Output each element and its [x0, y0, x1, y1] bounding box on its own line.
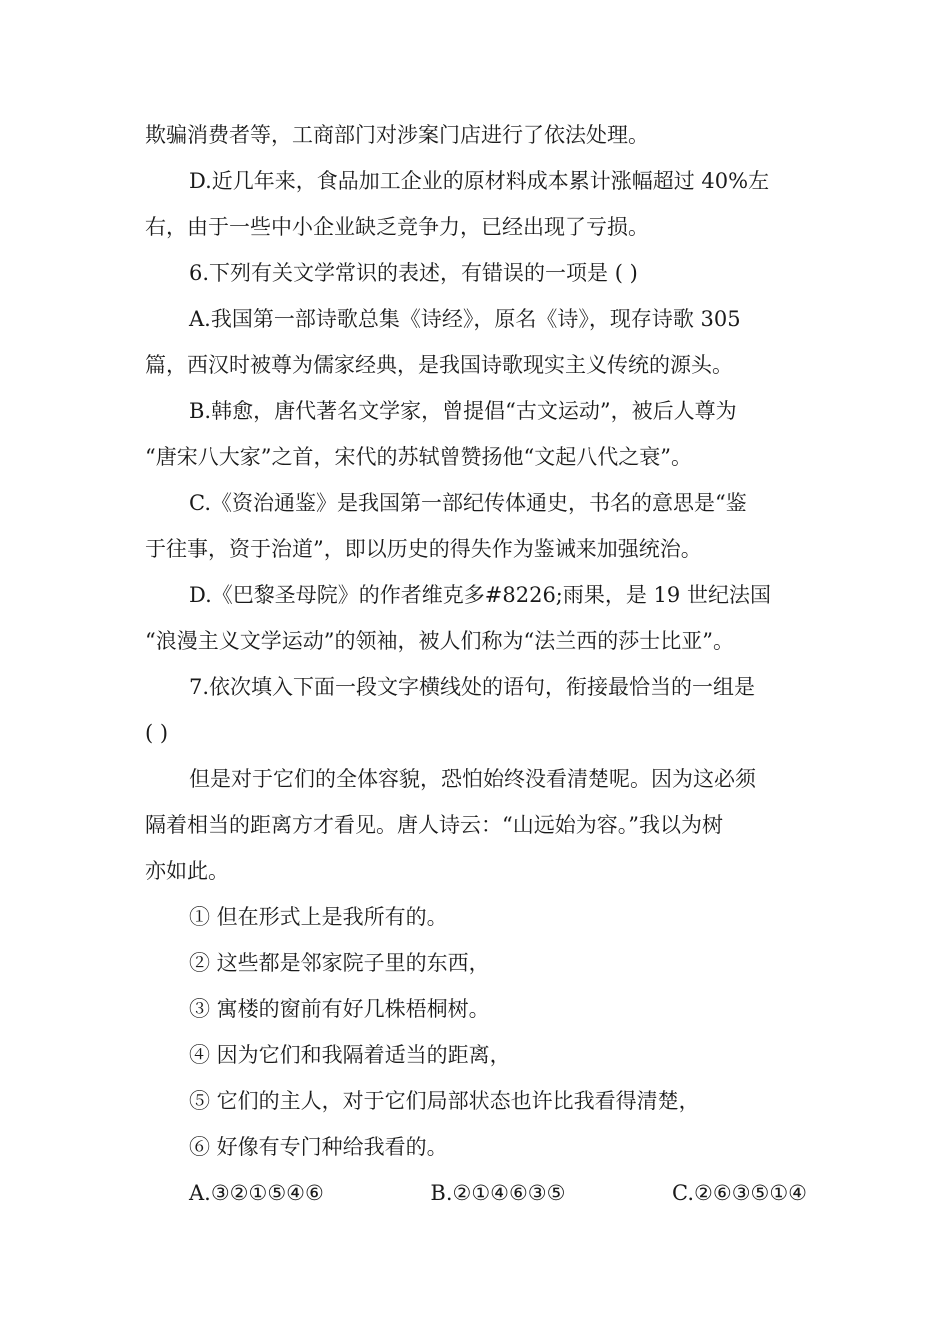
question-6-stem: 6.下列有关文学常识的表述，有错误的一项是 ( ) [189, 261, 638, 285]
text-line: D.近几年来，食品加工企业的原材料成本累计涨幅超过 40%左 [189, 169, 770, 193]
text-line: C.《资治通鉴》是我国第一部纪传体通史，书名的意思是“鉴 [189, 491, 747, 515]
passage-line: 亦如此。 [145, 859, 229, 883]
text-line: “唐宋八大家”之首，宋代的苏轼曾赞扬他“文起八代之衰”。 [145, 445, 692, 469]
option-a: A.③②①⑤④⑥ [189, 1181, 324, 1205]
sentence-item: ④ 因为它们和我隔着适当的距离， [189, 1043, 511, 1067]
text-line: 于往事，资于治道”，即以历史的得失作为鉴诫来加强统治。 [145, 537, 702, 561]
option-b: B.②①④⑥③⑤ [430, 1181, 566, 1205]
text-line: 篇，西汉时被尊为儒家经典，是我国诗歌现实主义传统的源头。 [145, 353, 733, 377]
text-line: D.《巴黎圣母院》的作者维克多#8226;雨果，是 19 世纪法国 [189, 583, 771, 607]
sentence-item: ⑤ 它们的主人，对于它们局部状态也许比我看得清楚， [189, 1089, 700, 1113]
passage-line: 但是对于它们的全体容貌，恐怕始终没看清楚呢。因为这必须 [189, 767, 756, 791]
text-line: 欺骗消费者等，工商部门对涉案门店进行了依法处理。 [145, 123, 649, 147]
option-c: C.②⑥③⑤①④ [672, 1181, 807, 1205]
answer-options [145, 1170, 807, 1216]
text-line: A.我国第一部诗歌总集《诗经》，原名《诗》，现存诗歌 305 [189, 307, 741, 331]
question-7-stem: 7.依次填入下面一段文字横线处的语句，衔接最恰当的一组是 [189, 675, 756, 699]
sentence-item: ⑥ 好像有专门种给我看的。 [189, 1135, 448, 1159]
text-line: B.韩愈，唐代著名文学家，曾提倡“古文运动”，被后人尊为 [189, 399, 737, 423]
text-line: ( ) [145, 721, 169, 745]
document-text [145, 112, 807, 1216]
sentence-item: ② 这些都是邻家院子里的东西， [189, 951, 490, 975]
text-line: “浪漫主义文学运动”的领袖，被人们称为“法兰西的莎士比亚”。 [145, 629, 734, 653]
sentence-item: ① 但在形式上是我所有的。 [189, 905, 448, 929]
text-line: 右，由于一些中小企业缺乏竞争力，已经出现了亏损。 [145, 215, 649, 239]
sentence-item: ③ 寓楼的窗前有好几株梧桐树。 [189, 997, 490, 1021]
passage-line: 隔着相当的距离方才看见。唐人诗云：“山远始为容。”我以为树 [145, 813, 723, 837]
